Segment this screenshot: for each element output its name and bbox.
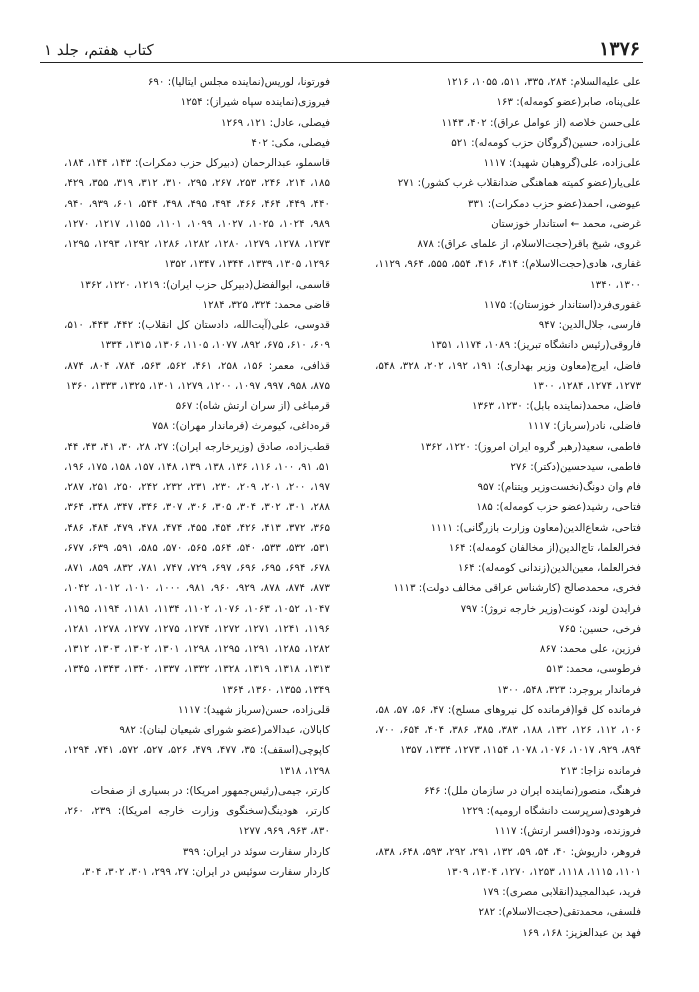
index-entry: فاضل، محمد(نماینده بابل): ۱۲۳۰، ۱۳۶۳ — [471, 400, 641, 412]
index-entry: کاردار سفارت سوئد در ایران: ۳۹۹ — [182, 845, 330, 858]
index-entry: غفوری‌فرد(استاندار خوزستان): ۱۱۷۵ — [483, 298, 641, 311]
index-entry: فروهر، داریوش: ۴۰، ۵۴، ۵۹، ۱۳۲، ۲۹۱، ۲۹۲، ۵۹۳، ۶۴۸، ۸۳۸، ۱۱۰۱، ۱۱۱۵، ۱۱۱۸، ۱۲۵۳، ۱۲۷۰، ۱۳۰۴، ۱۳۰۹ — [375, 845, 641, 878]
index-entry: کاردار سفارت سوئیس در ایران: ۲۷، ۲۹۹، ۳۰۱، ۳۰۲، ۳۰۴، — [81, 865, 330, 878]
index-entry: قذافی، معمر: ۱۵۶، ۲۵۸، ۴۶۱، ۵۶۲، ۵۶۳، ۷۸۴، ۸۰۴، ۸۷۴، ۸۷۵، ۹۵۸، ۹۹۷، ۱۰۹۷، ۱۲۰۰، ۱۲۷۹، ۱۳۰۱، ۱۳۲۵، ۱۳۳۳، ۱۳۶۰ — [64, 359, 331, 392]
index-entry: علی‌حسن خلاصه (از عوامل عراق): ۴۰۲، ۱۱۴۳ — [441, 116, 641, 129]
index-entry: غرضی، محمد ← استاندار خوزستان — [491, 217, 641, 230]
index-entry: فورتونا، لوریس(نماینده مجلس ایتالیا): ۶۹۰ — [147, 76, 330, 88]
index-entry: قرمباغی (از سران ارتش شاه): ۵۶۷ — [175, 400, 330, 412]
index-entry: فرخی، حسین: ۷۶۵ — [559, 622, 641, 635]
index-entry: فام وان دونگ(نخست‌وزیر ویتنام): ۹۵۷ — [477, 481, 641, 493]
index-entry: قطب‌زاده، صادق (وزیرخارجه ایران): ۲۷، ۲۸، ۳۰، ۴۱، ۴۳، ۴۴، ۵۱، ۹۱، ۱۰۰، ۱۱۶، ۱۳۶، ۱۳۸، ۱۳۹، ۱۴۸، ۱۵۷، ۱۵۸، ۱۷۵، ۱۹۶، ۱۹۷، ۲۰۰، ۲۰۱، ۲۰۹، ۲۳۰، ۲۳۱، ۲۳۲، ۲۴۲، ۲۵۰، ۲۵۱، ۲۸۷، ۲۸۸، ۳۰۱، ۳۰۲، ۳۰۴، ۳۰۵، ۳۰۶، ۳۰۷، ۳۴۶، ۳۴۷، ۳۴۸، ۳۶۴، ۳۶۵، ۳۷۲، ۴۱۳، ۴۲۶، ۴۵۴، ۴۵۵، ۴۷۴، ۴۷۸، ۴۷۹، ۴۸۴، ۴۸۶، ۵۳۱، ۵۳۲، ۵۳۳، ۵۴۰، ۵۶۴، ۵۶۵، ۵۷۰، ۵۸۵، ۵۹۱، ۶۳۹، ۶۷۷، ۶۷۸، ۶۹۴، ۶۹۵، ۶۹۶، ۶۹۷، ۷۲۹، ۷۴۷، ۷۸۱، ۸۳۲، ۸۵۹، ۸۷۱، ۸۷۳، ۸۷۴، ۸۷۸، ۹۲۹، ۹۶۰، ۹۸۱، ۱۰۰۰، ۱۰۱۰، ۱۰۱۲، ۱۰۴۲، ۱۰۴۷، ۱۰۵۲، ۱۰۶۳، ۱۰۷۶، ۱۱۰۲، ۱۱۳۴، ۱۱۸۱، ۱۱۹۴، ۱۱۹۵، ۱۱۹۶، ۱۲۴۱، ۱۲۷۱، ۱۲۷۲، ۱۲۷۴، ۱۲۷۵، ۱۲۷۷، ۱۲۷۸، ۱۲۸۱، ۱۲۸۲، ۱۲۸۵، ۱۲۹۱، ۱۲۹۵، ۱۲۹۸، ۱۳۰۱، ۱۳۰۲، ۱۳۰۳، ۱۳۱۲، ۱۳۱۳، ۱۳۱۸، ۱۳۱۹، ۱۳۲۸، ۱۳۳۲، ۱۳۳۷، ۱۳۴۰، ۱۳۴۳، ۱۳۴۵، ۱۳۴۹، ۱۳۵۵، ۱۳۶۰، ۱۳۶۴ — [64, 440, 331, 696]
index-entry: غروی، شیخ باقر(حجت‌الاسلام، از علمای عراق): ۸۷۸ — [417, 238, 641, 250]
page-header — [40, 38, 640, 60]
index-entry: قاسملو، عبدالرحمان (دبیرکل حزب دمکرات): ۱۴۳، ۱۴۴، ۱۸۴، ۱۸۵، ۲۱۴، ۲۴۶، ۲۵۳، ۲۶۷، ۲۹۵، ۳۱۰، ۳۱۲، ۳۱۹، ۳۵۵، ۴۲۹، ۴۴۰، ۴۴۹، ۴۶۴، ۴۶۶، ۴۹۴، ۴۹۵، ۴۹۸، ۵۴۴، ۶۰۱، ۹۳۹، ۹۴۰، ۹۸۹، ۱۰۲۴، ۱۰۲۵، ۱۰۲۷، ۱۰۹۹، ۱۱۰۱، ۱۱۵۵، ۱۲۱۷، ۱۲۷۰، ۱۲۷۳، ۱۲۷۸، ۱۲۷۹، ۱۲۸۰، ۱۲۸۲، ۱۲۸۶، ۱۲۹۲، ۱۲۹۳، ۱۲۹۵، ۱۲۹۶، ۱۳۰۵، ۱۳۳۹، ۱۳۴۴، ۱۳۴۷، ۱۳۵۲ — [64, 157, 331, 271]
index-entry: فهد بن عبدالعزیز: ۱۶۸، ۱۶۹ — [522, 926, 641, 939]
index-entry: فخرالعلما، معین‌الدین(زندانی کومه‌له): ۱۶۴ — [458, 562, 641, 574]
index-entry: فیصلی، مکی: ۴۰۲ — [251, 136, 330, 149]
index-entry: فلسفی، محمدتقی(حجت‌الاسلام): ۲۸۲ — [478, 906, 641, 919]
index-entry: فاضل، ایرج(معاون وزیر بهداری): ۱۹۱، ۱۹۲، ۲۰۲، ۳۲۸، ۵۴۸، ۱۲۷۳، ۱۲۷۴، ۱۲۸۴، ۱۳۰۰ — [375, 359, 641, 392]
index-entry: قدوسی، علی(آیت‌الله، دادستان کل انقلاب): ۴۴۲، ۴۴۳، ۵۱۰، ۶۰۹، ۶۱۰، ۶۷۵، ۸۹۲، ۱۰۷۷، ۱۱۰۵، ۱۳۰۶، ۱۳۱۵، ۱۳۳۴ — [64, 319, 330, 352]
index-entry: فاطمی، سیدحسین(دکتر): ۲۷۶ — [510, 460, 641, 473]
index-entry: قلی‌زاده، حسن(سرباز شهید): ۱۱۱۷ — [177, 703, 330, 716]
index-entry: فاطمی، سعید(رهبر گروه ایران امروز): ۱۲۲۰، ۱۳۶۲ — [420, 440, 641, 453]
index-entry: فرطوسی، محمد: ۵۱۳ — [546, 663, 641, 676]
index-entry: فرزین، علی محمد: ۸۶۷ — [539, 643, 641, 655]
index-column-left — [64, 72, 330, 882]
page-number: ۱۳۷۶ — [599, 38, 640, 60]
index-entry: فرماندار بروجرد: ۳۲۳، ۵۴۸، ۱۳۰۰ — [496, 683, 641, 696]
index-entry: فاروقی(رئیس دانشگاه تبریز): ۱۰۸۹، ۱۱۷۴، ۱۳۵۱ — [430, 339, 641, 352]
index-entry: فتاحی، رشید(عضو حزب کومه‌له): ۱۸۵ — [476, 501, 641, 514]
index-entry: کارتر، جیمی(رئیس‌جمهور امریکا): در بسیاری از صفحات — [90, 784, 330, 797]
header-rule — [40, 62, 643, 63]
index-entry: فرید، عبدالمجید(انقلابی مصری): ۱۷۹ — [482, 886, 641, 898]
index-entry: فرهنگ، منصور(نماینده ایران در سازمان ملل): ۶۴۶ — [423, 784, 641, 797]
index-entry: کابالان، عبدالامر(عضو شورای شیعیان لبنان): ۹۸۲ — [119, 724, 330, 736]
index-entry: علی علیه‌السلام: ۲۸۴، ۳۳۵، ۵۱۱، ۱۰۵۵، ۱۲۱۶ — [446, 76, 641, 88]
index-entry: فرهودی(سرپرست دانشگاه ارومیه): ۱۲۲۹ — [461, 805, 641, 817]
index-entry: فخری، محمدصالح (کارشناس عراقی مخالف دولت): ۱۱۱۳ — [393, 582, 641, 595]
index-entry: فخرالعلما، تاج‌الدین(از مخالفان کومه‌له): ۱۶۴ — [448, 541, 641, 554]
index-entry: فارسی، جلال‌الدین: ۹۴۷ — [538, 319, 641, 331]
index-entry: فروزنده، ودود(افسر ارتش): ۱۱۱۷ — [494, 825, 641, 838]
running-title: کتاب هفتم، جلد ۱ — [44, 41, 154, 59]
index-column-right — [375, 72, 641, 943]
index-entry: فیصلی، عادل: ۱۲۱، ۱۲۶۹ — [221, 116, 330, 129]
index-entry: علی‌زاده، حسین(گروگان حزب کومه‌له): ۵۲۱ — [451, 136, 641, 149]
index-entry: علی‌زاده، علی(گروهبان شهید): ۱۱۱۷ — [483, 157, 641, 169]
index-entry: فتاحی، شعاع‌الدین(معاون وزارت بازرگانی): ۱۱۱۱ — [430, 521, 641, 534]
index-entry: فرمانده نزاجا: ۲۱۳ — [560, 764, 641, 777]
index-entry: کارتر، هودینگ(سخنگوی وزارت خارجه امریکا): ۲۳۹، ۲۶۰، ۸۳۰، ۹۶۳، ۹۶۹، ۱۲۷۷ — [64, 805, 330, 838]
index-entry: علی‌پناه، صابر(عضو کومه‌له): ۱۶۳ — [496, 96, 641, 109]
index-entry: کاپوچی(اسقف): ۳۵، ۴۷۷، ۴۷۹، ۵۲۶، ۵۲۷، ۵۷۲، ۷۴۱، ۱۲۹۴، ۱۲۹۸، ۱۳۱۸ — [64, 744, 330, 777]
index-entry: قره‌داغی، کیومرث (فرماندار مهران): ۷۵۸ — [152, 420, 330, 433]
index-entry: فرایدن لوند، کونت(وزیر خارجه نروژ): ۷۹۷ — [460, 602, 641, 615]
index-entry: فیروزی(نماینده سپاه شیراز): ۱۲۵۴ — [180, 96, 330, 109]
index-entry: عیوضی، احمد(عضو حزب دمکرات): ۳۳۱ — [467, 197, 641, 210]
index-entry: قاسمی، ابوالفضل(دبیرکل حزب ایران): ۱۲۱۹، ۱۲۲۰، ۱۳۶۲ — [79, 278, 330, 291]
index-entry: غفاری، هادی(حجت‌الاسلام): ۴۱۴، ۴۱۶، ۵۵۴، ۵۵۵، ۹۶۴، ۱۱۲۹، ۱۳۰۰، ۱۳۴۰ — [375, 258, 642, 291]
index-entry: فاضلی، نادر(سرباز): ۱۱۱۷ — [527, 420, 641, 433]
index-entry: علی‌یار(عضو کمیته هماهنگی ضدانقلاب غرب کشور): ۲۷۱ — [397, 177, 641, 190]
index-entry: قاضی محمد: ۳۲۴، ۳۲۵، ۱۲۸۴ — [202, 298, 330, 311]
index-entry: فرمانده کل قوا(فرمانده کل نیروهای مسلح): ۴۷، ۵۶، ۵۷، ۵۸، ۱۰۶، ۱۱۲، ۱۲۶، ۱۳۲، ۱۸۸، ۳۸۳، ۳۸۵، ۳۸۶، ۴۰۴، ۶۵۴، ۷۰۰، ۸۹۴، ۹۲۹، ۱۰۱۷، ۱۰۷۶، ۱۰۷۸، ۱۱۵۴، ۱۲۷۳، ۱۳۳۴، ۱۳۵۷ — [375, 703, 642, 757]
